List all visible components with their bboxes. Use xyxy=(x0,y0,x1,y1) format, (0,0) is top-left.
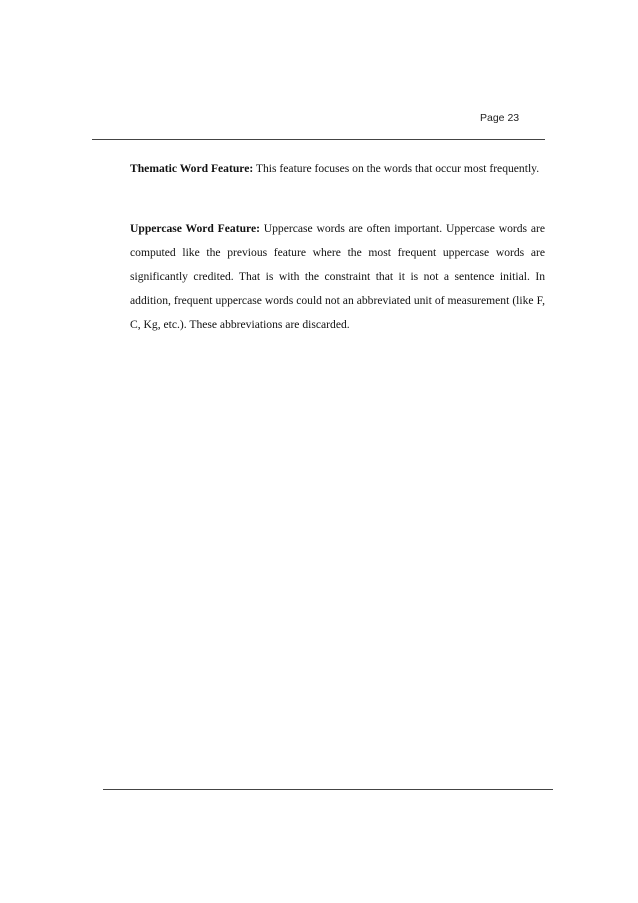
footer-divider xyxy=(103,789,553,790)
page-number: Page 23 xyxy=(480,112,520,124)
paragraph-lead-thematic: Thematic Word Feature: xyxy=(130,162,254,175)
paragraph-lead-uppercase: Uppercase Word Feature: xyxy=(130,222,260,235)
paragraph-uppercase-word-feature xyxy=(130,217,545,337)
paragraph-thematic-word-feature xyxy=(130,157,545,181)
paragraph-body-uppercase: Uppercase words are often important. Uppercase words are computed like the previous feature where the most frequent uppercase words are significantly credited. That is with the constraint that it is not a sentence initial. In addition, frequent uppercase words could not an abbreviated unit of measurement (like F, C, Kg, etc.). These abbreviations are discarded. xyxy=(130,222,545,331)
header-divider xyxy=(92,139,545,140)
paragraph-body-thematic: This feature focuses on the words that occur most frequently. xyxy=(253,162,540,175)
